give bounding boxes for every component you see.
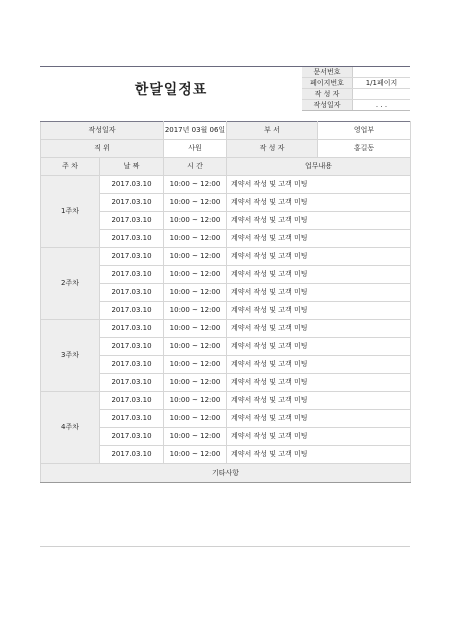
- task-cell: 계약서 작성 및 고객 미팅: [227, 356, 411, 374]
- doc-number-label: 문서번호: [302, 67, 353, 78]
- schedule-row: [41, 320, 411, 338]
- date-cell: 2017.03.10: [100, 266, 164, 284]
- time-cell: 10:00 ~ 12:00: [164, 446, 227, 464]
- task-cell: 계약서 작성 및 고객 미팅: [227, 230, 411, 248]
- week-header: 주 차: [41, 158, 100, 176]
- schedule-row: [41, 176, 411, 194]
- author-info-label: 작 성 자: [227, 140, 318, 158]
- week-label: 2주차: [41, 248, 100, 320]
- department-label: 부 서: [227, 122, 318, 140]
- footer-rule: [40, 546, 410, 547]
- info-row: [41, 122, 411, 140]
- date-cell: 2017.03.10: [100, 248, 164, 266]
- time-cell: 10:00 ~ 12:00: [164, 302, 227, 320]
- time-cell: 10:00 ~ 12:00: [164, 248, 227, 266]
- week-label: 3주차: [41, 320, 100, 392]
- date-cell: 2017.03.10: [100, 194, 164, 212]
- page-number-value: 1/1페이지: [353, 78, 411, 89]
- task-cell: 계약서 작성 및 고객 미팅: [227, 212, 411, 230]
- date-header: 날 짜: [100, 158, 164, 176]
- position-value: 사원: [164, 140, 227, 158]
- doc-number-value: [353, 67, 411, 78]
- task-cell: 계약서 작성 및 고객 미팅: [227, 338, 411, 356]
- time-cell: 10:00 ~ 12:00: [164, 284, 227, 302]
- date-cell: 2017.03.10: [100, 428, 164, 446]
- author-value: [353, 89, 411, 100]
- date-label: 작성일자: [41, 122, 164, 140]
- notes-label: 기타사항: [41, 464, 411, 483]
- date-cell: 2017.03.10: [100, 356, 164, 374]
- written-date-label: 작성일자: [302, 100, 353, 111]
- task-cell: 계약서 작성 및 고객 미팅: [227, 446, 411, 464]
- page-title: 한달일정표: [134, 81, 208, 98]
- task-cell: 계약서 작성 및 고객 미팅: [227, 284, 411, 302]
- time-cell: 10:00 ~ 12:00: [164, 212, 227, 230]
- date-cell: 2017.03.10: [100, 338, 164, 356]
- doc-info-row: [302, 67, 410, 78]
- date-cell: 2017.03.10: [100, 212, 164, 230]
- date-value: 2017년 03월 06일: [164, 122, 227, 140]
- task-cell: 계약서 작성 및 고객 미팅: [227, 392, 411, 410]
- date-cell: 2017.03.10: [100, 374, 164, 392]
- time-cell: 10:00 ~ 12:00: [164, 176, 227, 194]
- week-label: 4주차: [41, 392, 100, 464]
- info-row: [41, 140, 411, 158]
- date-cell: 2017.03.10: [100, 230, 164, 248]
- time-cell: 10:00 ~ 12:00: [164, 392, 227, 410]
- time-cell: 10:00 ~ 12:00: [164, 194, 227, 212]
- author-info-value: 홍길동: [318, 140, 411, 158]
- task-cell: 계약서 작성 및 고객 미팅: [227, 302, 411, 320]
- schedule-row: [41, 392, 411, 410]
- task-header: 업무내용: [227, 158, 411, 176]
- time-header: 시 간: [164, 158, 227, 176]
- date-cell: 2017.03.10: [100, 446, 164, 464]
- date-cell: 2017.03.10: [100, 284, 164, 302]
- time-cell: 10:00 ~ 12:00: [164, 428, 227, 446]
- task-cell: 계약서 작성 및 고객 미팅: [227, 248, 411, 266]
- doc-info-row: [302, 78, 410, 89]
- date-cell: 2017.03.10: [100, 320, 164, 338]
- task-cell: 계약서 작성 및 고객 미팅: [227, 176, 411, 194]
- time-cell: 10:00 ~ 12:00: [164, 410, 227, 428]
- author-label: 작 성 자: [302, 89, 353, 100]
- document-info-table: [302, 67, 410, 111]
- time-cell: 10:00 ~ 12:00: [164, 320, 227, 338]
- date-cell: 2017.03.10: [100, 176, 164, 194]
- time-cell: 10:00 ~ 12:00: [164, 374, 227, 392]
- task-cell: 계약서 작성 및 고객 미팅: [227, 266, 411, 284]
- time-cell: 10:00 ~ 12:00: [164, 266, 227, 284]
- column-header-row: [41, 158, 411, 176]
- doc-info-row: [302, 89, 410, 100]
- written-date-value: . . .: [353, 100, 411, 111]
- task-cell: 계약서 작성 및 고객 미팅: [227, 320, 411, 338]
- doc-info-row: [302, 100, 410, 111]
- department-value: 영업부: [318, 122, 411, 140]
- task-cell: 계약서 작성 및 고객 미팅: [227, 194, 411, 212]
- date-cell: 2017.03.10: [100, 302, 164, 320]
- time-cell: 10:00 ~ 12:00: [164, 356, 227, 374]
- task-cell: 계약서 작성 및 고객 미팅: [227, 428, 411, 446]
- task-cell: 계약서 작성 및 고객 미팅: [227, 374, 411, 392]
- notes-row: [41, 464, 411, 483]
- page-number-label: 페이지번호: [302, 78, 353, 89]
- schedule-row: [41, 248, 411, 266]
- position-label: 직 위: [41, 140, 164, 158]
- date-cell: 2017.03.10: [100, 410, 164, 428]
- time-cell: 10:00 ~ 12:00: [164, 338, 227, 356]
- task-cell: 계약서 작성 및 고객 미팅: [227, 410, 411, 428]
- date-cell: 2017.03.10: [100, 392, 164, 410]
- week-label: 1주차: [41, 176, 100, 248]
- time-cell: 10:00 ~ 12:00: [164, 230, 227, 248]
- schedule-table: [40, 121, 411, 483]
